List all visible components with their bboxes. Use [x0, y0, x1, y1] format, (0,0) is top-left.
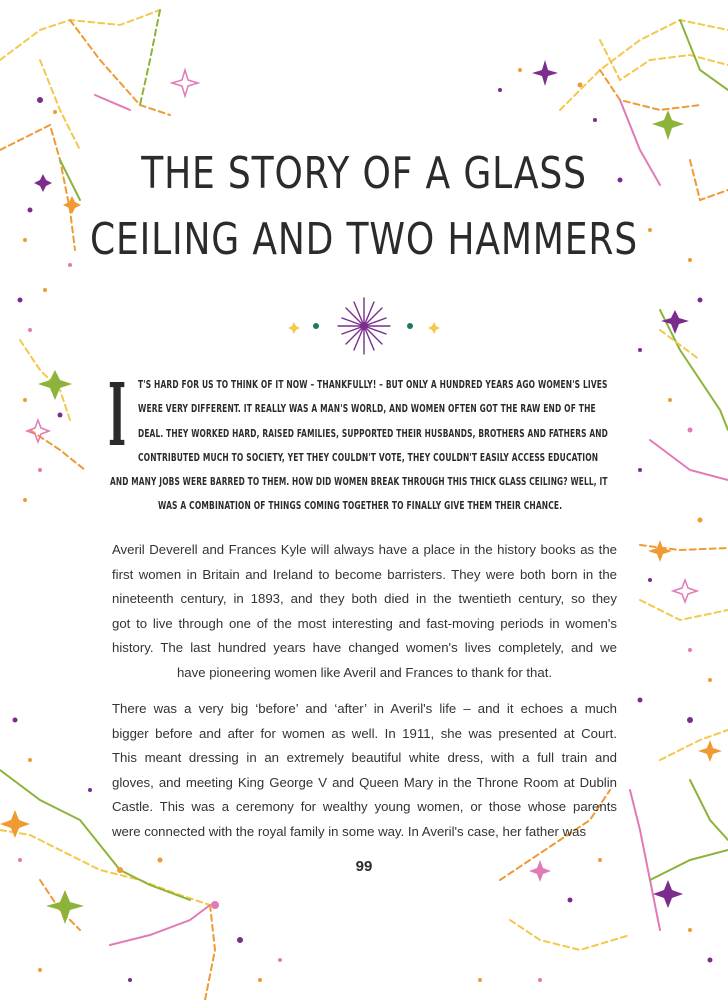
intro-line: WERE VERY DIFFERENT. IT REALLY WAS A MAN'S WORLD, AND WOMEN OFTEN GOT THE RAW END OF THE — [138, 404, 596, 415]
intro-line: T'S HARD FOR US TO THINK OF IT NOW – THANKFULLY! – BUT ONLY A HUNDRED YEARS AGO WOMEN'S LIVES — [138, 380, 608, 391]
body-paragraph-1 — [112, 538, 617, 685]
paragraph-line: were connected with the royal family in some way. In Averil's case, her father was — [112, 823, 587, 839]
scattered-dots — [13, 68, 713, 982]
page-number: 99 — [355, 858, 373, 875]
star-divider-ornament — [280, 292, 448, 362]
paragraph-line: first women in Britain and Ireland to become barristers. They were both born in the — [112, 566, 617, 582]
right-constellation — [640, 310, 728, 620]
intro-line: DEAL. THEY WORKED HARD, RAISED FAMILIES, SUPPORTED THEIR HUSBANDS, BROTHERS AND FATHERS AND — [138, 429, 608, 440]
paragraph-line: gloves, and meeting King George V and Queen Mary in the Throne Room at Dublin — [112, 774, 617, 790]
paragraph-line: Averil Deverell and Frances Kyle will always have a place in the history books as the — [112, 542, 617, 557]
paragraph-line: bigger before and after for women as well. In 1911, she was presented at Court. — [112, 725, 617, 741]
paragraph-line: Castle. This was a ceremony for wealthy young women, or those whose parents — [112, 799, 617, 814]
intro-line: CONTRIBUTED MUCH TO SOCIETY, YET THEY COULDN'T VOTE, THEY COULDN'T EASILY ACCESS EDUCATION — [138, 453, 599, 464]
body-paragraph-2 — [112, 697, 617, 844]
page-title-line-1: THE STORY OF A GLASS — [141, 148, 587, 199]
paragraph-line: got to live through one of the most interesting and fast-moving periods in women's — [112, 615, 617, 631]
drop-cap: I — [108, 365, 127, 466]
divider-dot-icon — [407, 323, 413, 329]
paragraph-line: history. The last hundred years have changed women's lives completely, and we — [112, 640, 617, 655]
divider-left-sparkle-icon — [288, 322, 300, 334]
intro-line: AND MANY JOBS WERE BARRED TO THEM. HOW DID WOMEN BREAK THROUGH THIS THICK GLASS CEILING? WELL, IT — [110, 477, 608, 488]
paragraph-line: There was a very big ‘before’ and ‘after’ in Averil's life – and it echoes a much — [112, 701, 617, 716]
left-constellation — [20, 340, 85, 470]
paragraph-line: nineteenth century, in 1893, and they both died in the twentieth century, so they — [112, 591, 617, 606]
page-title-line-2: CEILING AND TWO HAMMERS — [89, 214, 638, 265]
paragraph-line: This meant dressing in an extremely beautiful white dress, with a full train and — [112, 750, 617, 765]
paragraph-line: have pioneering women like Averil and Frances to thank for that. — [176, 664, 553, 680]
divider-dot-icon — [313, 323, 319, 329]
divider-right-sparkle-icon — [428, 322, 440, 334]
intro-line: WAS A COMBINATION OF THINGS COMING TOGETHER TO FINALLY GIVE THEM THEIR CHANCE. — [158, 501, 563, 512]
